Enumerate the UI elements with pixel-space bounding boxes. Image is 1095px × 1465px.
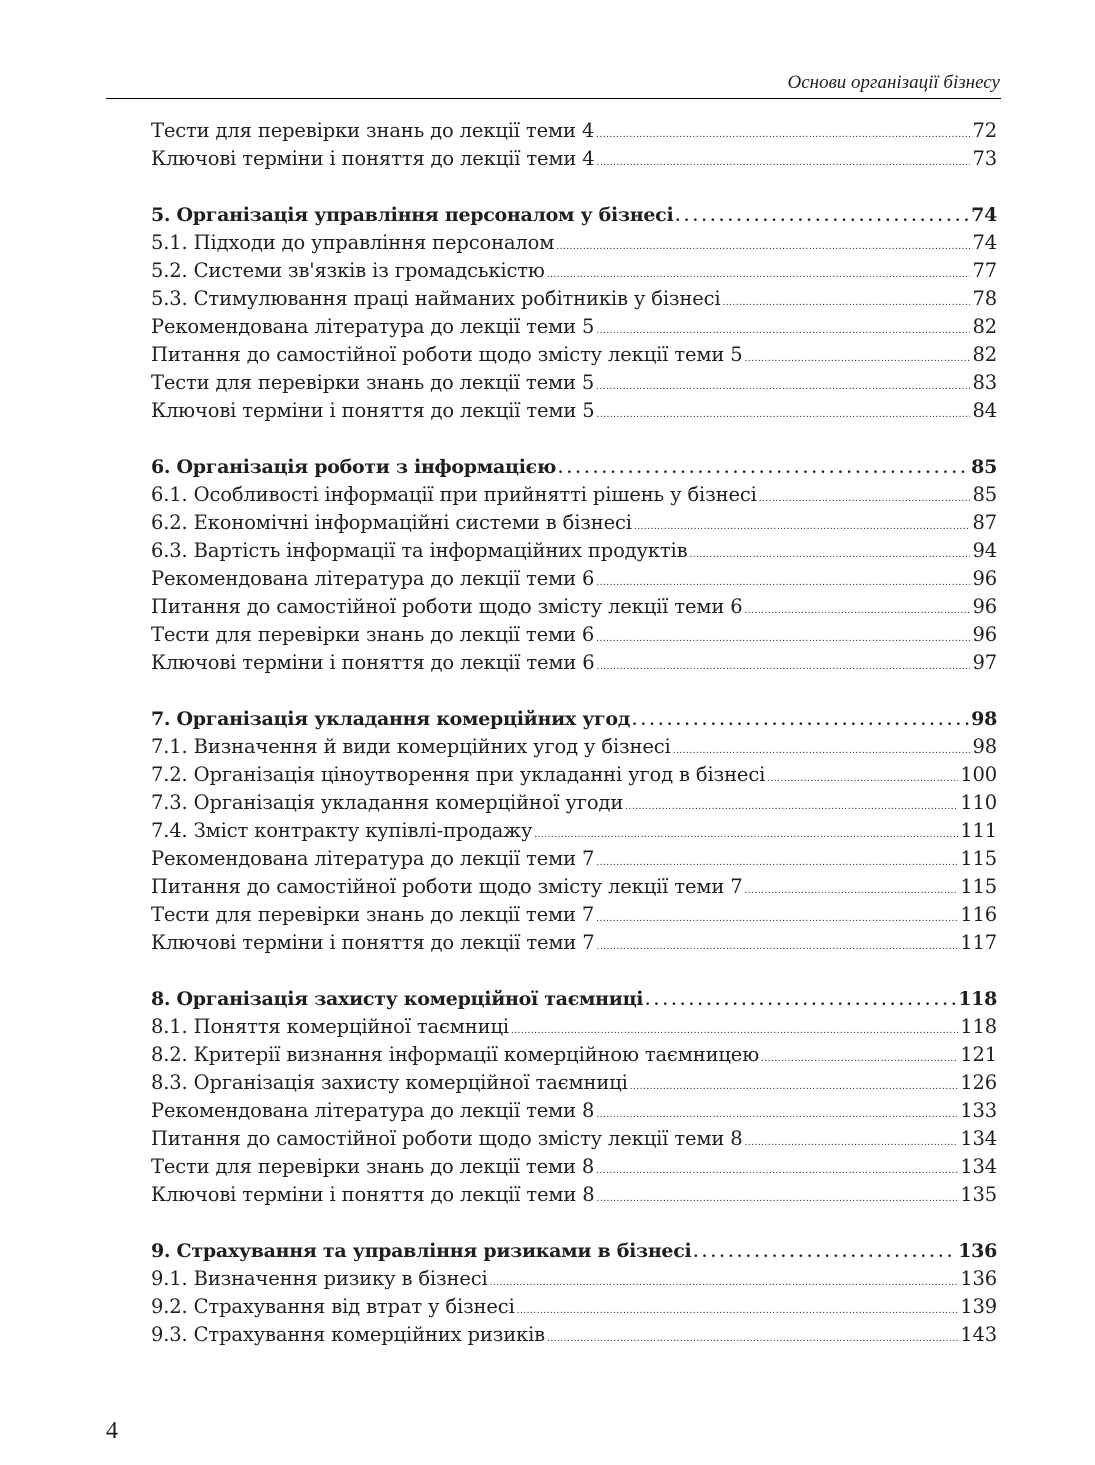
- table-of-contents: [151, 117, 997, 1349]
- toc-entry-title: 5.2. Системи зв'язків із громадськістю: [151, 259, 545, 282]
- toc-entry-title: Рекомендована література до лекції теми 6: [151, 567, 595, 590]
- toc-entry-title: Рекомендована література до лекції теми 5: [151, 315, 595, 338]
- toc-entry[interactable]: [151, 509, 997, 537]
- toc-entry-page: 83: [972, 371, 997, 394]
- toc-entry-title: 5.1. Підходи до управління персоналом: [151, 231, 555, 254]
- toc-entry-title: 7. Організація укладання комерційних угод: [151, 708, 631, 730]
- dot-leader: [632, 705, 969, 735]
- dot-leader: [693, 1237, 956, 1267]
- toc-entry[interactable]: [151, 1041, 997, 1069]
- toc-entry-page: 136: [960, 1267, 997, 1290]
- toc-entry-title: Ключові терміни і поняття до лекції теми 8: [151, 1183, 595, 1206]
- toc-entry-title: Питання до самостійної роботи щодо змісту лекції теми 8: [151, 1127, 743, 1150]
- toc-entry-page: 87: [972, 511, 997, 534]
- toc-entry-page: 134: [960, 1155, 997, 1178]
- toc-entry-page: 85: [972, 483, 997, 506]
- toc-entry-title: 6. Організація роботи з інформацією: [151, 456, 557, 478]
- toc-entry[interactable]: [151, 257, 997, 285]
- toc-entry-title: Питання до самостійної роботи щодо змісту лекції теми 7: [151, 875, 743, 898]
- toc-entry[interactable]: [151, 733, 997, 761]
- toc-entry-title: Ключові терміни і поняття до лекції теми 6: [151, 651, 595, 674]
- toc-entry-page: 96: [972, 567, 997, 590]
- toc-chapter-entry[interactable]: [151, 985, 997, 1013]
- toc-entry[interactable]: [151, 1181, 997, 1209]
- toc-entry-page: 135: [960, 1183, 997, 1206]
- toc-chapter-entry[interactable]: [151, 453, 997, 481]
- toc-entry-page: 82: [972, 343, 997, 366]
- toc-entry-title: Рекомендована література до лекції теми 7: [151, 847, 595, 870]
- toc-entry-title: 8.3. Організація захисту комерційної таємниці: [151, 1071, 628, 1094]
- toc-entry-page: 118: [960, 1015, 997, 1038]
- toc-entry-title: Тести для перевірки знань до лекції теми 4: [151, 119, 595, 142]
- toc-entry-page: 96: [972, 623, 997, 646]
- dot-leader: [597, 397, 971, 429]
- toc-entry-title: Тести для перевірки знань до лекції теми 6: [151, 623, 595, 646]
- toc-entry-title: 7.4. Зміст контракту купівлі-продажу: [151, 819, 533, 842]
- dot-leader: [558, 453, 969, 483]
- toc-entry-title: Тести для перевірки знань до лекції теми 7: [151, 903, 595, 926]
- toc-entry-title: Рекомендована література до лекції теми 8: [151, 1099, 595, 1122]
- toc-entry[interactable]: [151, 873, 997, 901]
- toc-entry-title: 9. Страхування та управління ризиками в бізнесі: [151, 1240, 692, 1262]
- toc-entry[interactable]: [151, 313, 997, 341]
- toc-entry[interactable]: [151, 789, 997, 817]
- toc-entry[interactable]: [151, 1265, 997, 1293]
- toc-entry[interactable]: [151, 1321, 997, 1349]
- toc-entry-page: 72: [972, 119, 997, 142]
- toc-entry-page: 115: [960, 875, 997, 898]
- toc-chapter-entry[interactable]: [151, 705, 997, 733]
- toc-entry-page: 110: [960, 791, 997, 814]
- toc-entry-page: 111: [960, 819, 997, 842]
- dot-leader: [597, 145, 971, 177]
- toc-entry-title: 9.3. Страхування комерційних ризиків: [151, 1323, 545, 1346]
- toc-entry[interactable]: [151, 621, 997, 649]
- toc-entry-page: 118: [958, 988, 997, 1010]
- toc-entry[interactable]: [151, 1097, 997, 1125]
- page-number: 4: [106, 1418, 118, 1444]
- toc-entry-page: 96: [972, 595, 997, 618]
- toc-entry-title: Тести для перевірки знань до лекції теми 5: [151, 371, 595, 394]
- toc-entry-title: 7.3. Організація укладання комерційної угоди: [151, 791, 624, 814]
- dot-leader: [597, 1181, 959, 1213]
- toc-entry[interactable]: [151, 761, 997, 789]
- toc-entry-page: 73: [972, 147, 997, 170]
- toc-entry-page: 82: [972, 315, 997, 338]
- toc-entry-title: 7.2. Організація ціноутворення при укладанні угод в бізнесі: [151, 763, 766, 786]
- toc-entry[interactable]: [151, 1153, 997, 1181]
- running-header: Основи організації бізнесу: [787, 72, 1000, 93]
- toc-entry-page: 133: [960, 1099, 997, 1122]
- toc-entry[interactable]: [151, 397, 997, 425]
- toc-entry[interactable]: [151, 229, 997, 257]
- toc-entry-title: Тести для перевірки знань до лекції теми 8: [151, 1155, 595, 1178]
- toc-chapter-entry[interactable]: [151, 1237, 997, 1265]
- toc-entry-title: 9.1. Визначення ризику в бізнесі: [151, 1267, 488, 1290]
- header-rule: [106, 98, 1001, 99]
- toc-entry-title: 8.1. Поняття комерційної таємниці: [151, 1015, 509, 1038]
- toc-entry[interactable]: [151, 1013, 997, 1041]
- toc-entry-page: 100: [960, 763, 997, 786]
- toc-entry-page: 74: [971, 204, 997, 226]
- toc-entry-title: Ключові терміни і поняття до лекції теми 5: [151, 399, 595, 422]
- toc-entry-title: 6.3. Вартість інформації та інформаційних продуктів: [151, 539, 688, 562]
- toc-entry[interactable]: [151, 565, 997, 593]
- toc-entry[interactable]: [151, 593, 997, 621]
- toc-entry[interactable]: [151, 537, 997, 565]
- toc-entry[interactable]: [151, 341, 997, 369]
- toc-entry-title: 5.3. Стимулювання праці найманих робітників у бізнесі: [151, 287, 721, 310]
- toc-entry[interactable]: [151, 1125, 997, 1153]
- toc-entry-title: 7.1. Визначення й види комерційних угод у бізнесі: [151, 735, 671, 758]
- dot-leader: [675, 201, 969, 231]
- toc-entry[interactable]: [151, 845, 997, 873]
- toc-entry-page: 115: [960, 847, 997, 870]
- toc-entry-page: 126: [960, 1071, 997, 1094]
- toc-entry-title: Ключові терміни і поняття до лекції теми 4: [151, 147, 595, 170]
- dot-leader: [645, 985, 956, 1015]
- toc-entry-title: 5. Організація управління персоналом у бізнесі: [151, 204, 674, 226]
- toc-entry-title: 8. Організація захисту комерційної таємниці: [151, 988, 644, 1010]
- toc-entry-page: 139: [960, 1295, 997, 1318]
- toc-entry-page: 77: [972, 259, 997, 282]
- toc-entry-page: 117: [960, 931, 997, 954]
- toc-entry-title: 6.2. Економічні інформаційні системи в бізнесі: [151, 511, 632, 534]
- toc-entry-page: 136: [958, 1240, 997, 1262]
- toc-entry[interactable]: [151, 481, 997, 509]
- toc-entry-title: Ключові терміни і поняття до лекції теми 7: [151, 931, 595, 954]
- toc-entry[interactable]: [151, 145, 997, 173]
- toc-entry[interactable]: [151, 929, 997, 957]
- toc-entry-page: 84: [972, 399, 997, 422]
- toc-entry-page: 74: [972, 231, 997, 254]
- dot-leader: [547, 1321, 958, 1353]
- toc-entry[interactable]: [151, 1069, 997, 1097]
- toc-entry-page: 134: [960, 1127, 997, 1150]
- toc-entry-page: 116: [960, 903, 997, 926]
- toc-entry-page: 94: [972, 539, 997, 562]
- toc-entry[interactable]: [151, 285, 997, 313]
- toc-entry[interactable]: [151, 649, 997, 677]
- toc-entry-page: 85: [971, 456, 997, 478]
- toc-entry[interactable]: [151, 901, 997, 929]
- toc-entry-page: 97: [972, 651, 997, 674]
- toc-entry[interactable]: [151, 817, 997, 845]
- toc-entry-title: 8.2. Критерії визнання інформації комерційною таємницею: [151, 1043, 760, 1066]
- dot-leader: [597, 929, 959, 961]
- toc-chapter-entry[interactable]: [151, 201, 997, 229]
- toc-entry-title: 6.1. Особливості інформації при прийнятті рішень у бізнесі: [151, 483, 757, 506]
- toc-entry-title: Питання до самостійної роботи щодо змісту лекції теми 6: [151, 595, 743, 618]
- toc-entry-page: 98: [972, 735, 997, 758]
- dot-leader: [597, 649, 971, 681]
- toc-entry-page: 121: [960, 1043, 997, 1066]
- toc-entry-page: 78: [972, 287, 997, 310]
- toc-entry-page: 98: [971, 708, 997, 730]
- toc-entry[interactable]: [151, 1293, 997, 1321]
- toc-entry[interactable]: [151, 369, 997, 397]
- toc-entry[interactable]: [151, 117, 997, 145]
- toc-entry-page: 143: [960, 1323, 997, 1346]
- toc-entry-title: 9.2. Страхування від втрат у бізнесі: [151, 1295, 515, 1318]
- toc-entry-title: Питання до самостійної роботи щодо змісту лекції теми 5: [151, 343, 743, 366]
